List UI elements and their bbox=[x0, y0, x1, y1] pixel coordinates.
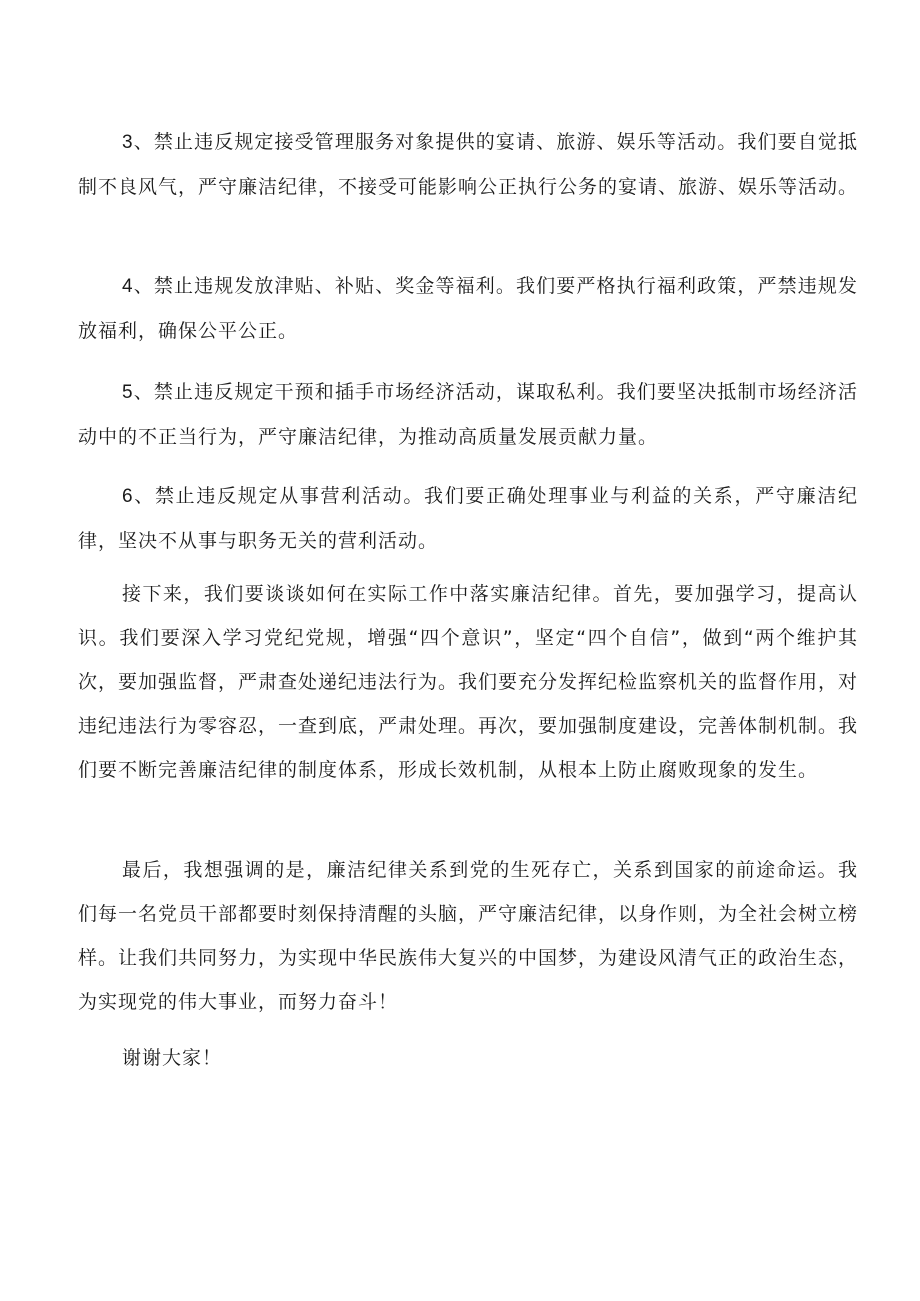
paragraph-text: 、禁止违反规定从事营利活动。我们要正确处理事业与利益的关系，严守廉洁纪律，坚决不从事与职务无关的营利活动。 bbox=[78, 485, 858, 552]
paragraph-item-4 bbox=[78, 264, 858, 353]
paragraph-text: 、禁止违反规定接受管理服务对象提供的宴请、旅游、娱乐等活动。我们要自觉抵制不良风气，严守廉洁纪律，不接受可能影响公正执行公务的宴请、旅游、娱乐等活动。 bbox=[78, 131, 859, 198]
paragraph-item-5 bbox=[78, 370, 858, 459]
item-number: 4 bbox=[122, 276, 134, 297]
paragraph-item-6 bbox=[78, 474, 858, 563]
paragraph-conclusion bbox=[78, 848, 858, 1024]
paragraph-text: 最后，我想强调的是，廉洁纪律关系到党的生死存亡，关系到国家的前途命运。我们每一名党员干部都要时刻保持清醒的头脑，严守廉洁纪律，以身作则，为全社会树立榜样。让我们共同努力，为实现中华民族伟大复兴的中国梦，为建设风清气正的政治生态，为实现党的伟大事业，而努力奋斗！ bbox=[78, 859, 859, 1013]
paragraph-item-3 bbox=[78, 120, 858, 209]
item-number: 5 bbox=[122, 382, 134, 403]
closing-thanks bbox=[78, 1036, 858, 1080]
paragraph-text: 、禁止违反规定干预和插手市场经济活动，谋取私利。我们要坚决抵制市场经济活动中的不正当行为，严守廉洁纪律，为推动高质量发展贡献力量。 bbox=[78, 381, 858, 448]
paragraph-implementation bbox=[78, 572, 858, 792]
item-number: 3 bbox=[122, 132, 134, 153]
paragraph-text: 、禁止违规发放津贴、补贴、奖金等福利。我们要严格执行福利政策，严禁违规发放福利，确保公平公正。 bbox=[78, 275, 858, 342]
paragraph-text: 接下来，我们要谈谈如何在实际工作中落实廉洁纪律。首先，要加强学习，提高认识。我们要深入学习党纪党规，增强“四个意识”，坚定“四个自信”，做到“两个维护其次，要加强监督，严肃查处递纪违法行为。我们要充分发挥纪检监察机关的监督作用，对违纪违法行为零容忍，一查到底，严肃处理。再次，要加强制度建设，完善体制机制。我们要不断完善廉洁纪律的制度体系，形成长效机制，从根本上防止腐败现象的发生。 bbox=[78, 583, 859, 781]
item-number: 6 bbox=[122, 486, 134, 507]
paragraph-text: 谢谢大家！ bbox=[122, 1047, 223, 1069]
